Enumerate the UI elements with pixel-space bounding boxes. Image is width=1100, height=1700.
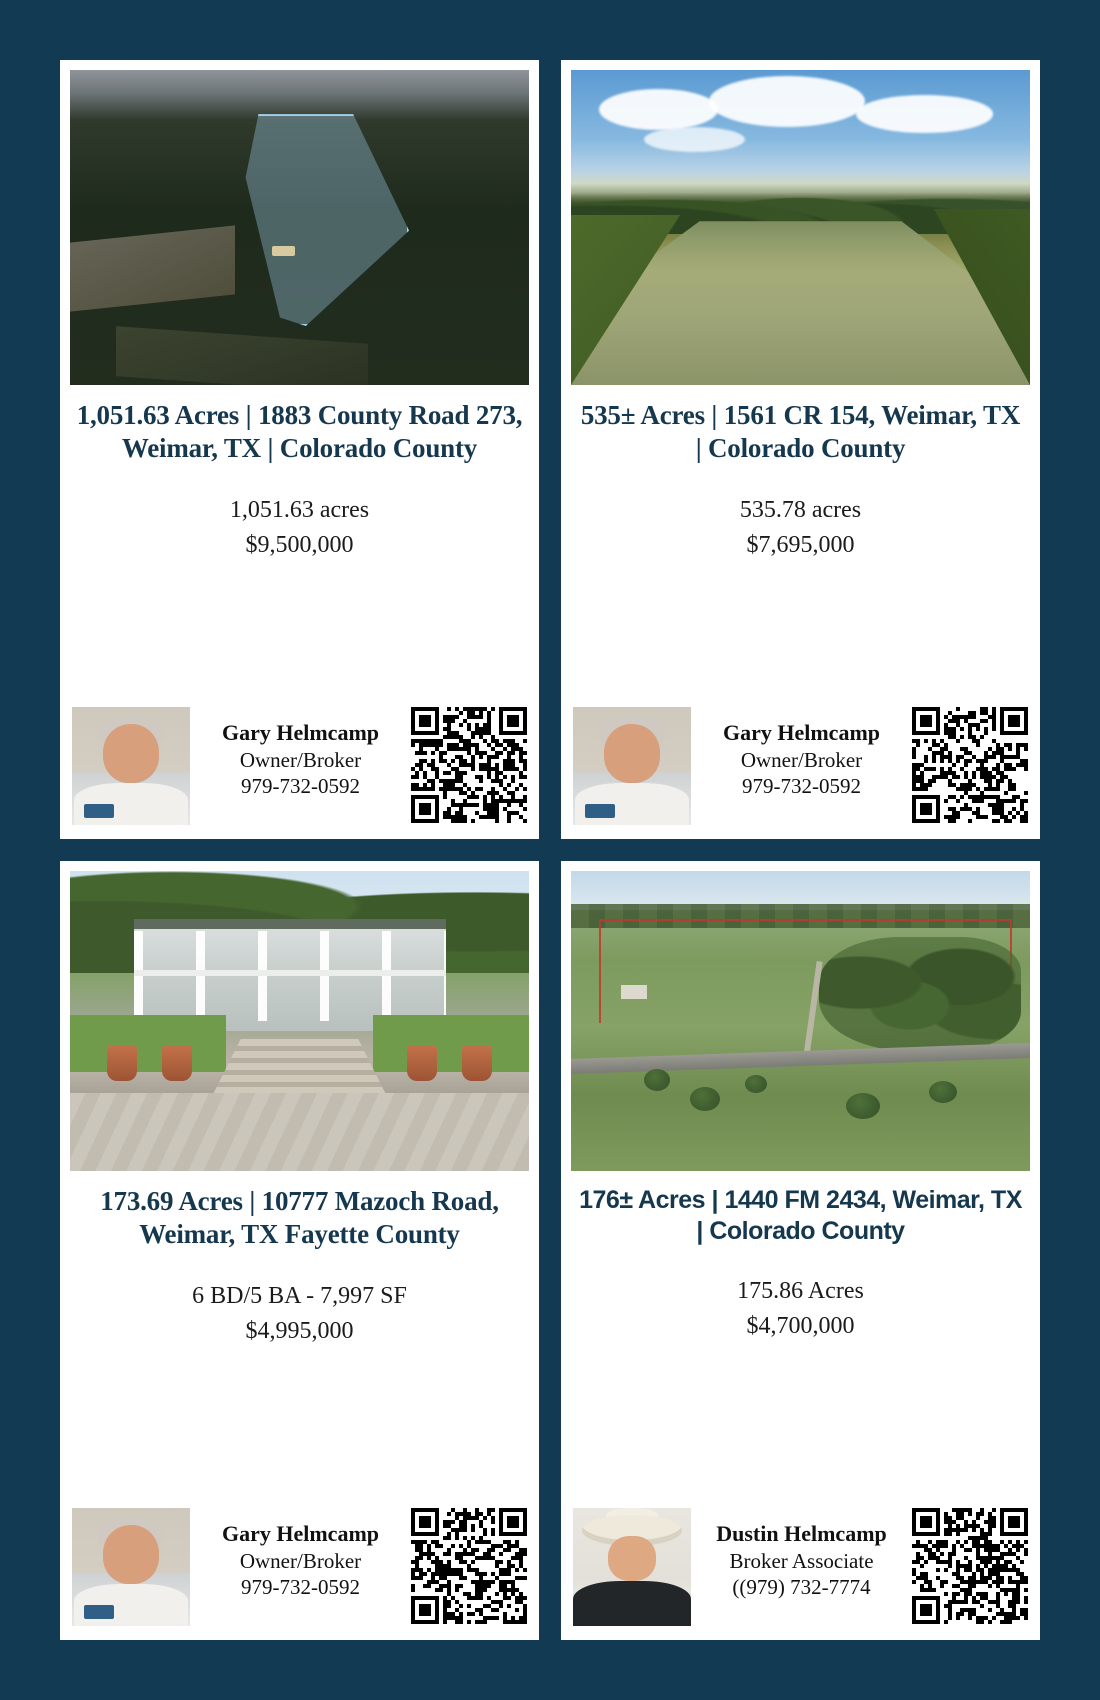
- listing-price: $4,995,000: [245, 1317, 354, 1344]
- agent-info: [200, 1508, 401, 1601]
- agent-name: Gary Helmcamp: [722, 720, 881, 745]
- listing-grid: [60, 60, 1040, 1640]
- listing-title: 176± Acres | 1440 FM 2434, Weimar, TX | Colorado County: [579, 1186, 1022, 1245]
- agent-info: [701, 1508, 902, 1601]
- listing-title: 535± Acres | 1561 CR 154, Weimar, TX | Colorado County: [580, 400, 1021, 463]
- listing-details: [70, 1279, 529, 1349]
- aerial-pasture-road-photo: [571, 871, 1030, 1171]
- card-spacer: [571, 562, 1030, 701]
- agent-phone: 979-732-0592: [742, 774, 861, 799]
- listing-card[interactable]: [60, 60, 539, 839]
- listing-title: 173.69 Acres | 10777 Mazoch Road, Weimar, TX Fayette County: [100, 1186, 499, 1249]
- listing-card[interactable]: [561, 861, 1040, 1640]
- qr-code[interactable]: [912, 1508, 1028, 1624]
- listing-details: [571, 1274, 1030, 1344]
- card-spacer: [70, 562, 529, 701]
- listing-price: $4,700,000: [746, 1312, 855, 1339]
- listing-details: [571, 493, 1030, 563]
- agent-info: [701, 707, 902, 800]
- agent-name: Gary Helmcamp: [221, 1521, 380, 1546]
- agent-role: Owner/Broker: [239, 747, 362, 772]
- agent-role: Owner/Broker: [740, 747, 863, 772]
- agent-block: [70, 707, 529, 829]
- qr-code[interactable]: [411, 1508, 527, 1624]
- aerial-tract-boundary-photo: [70, 70, 529, 385]
- agent-name: Dustin Helmcamp: [716, 1521, 887, 1546]
- agent-block: [70, 1508, 529, 1630]
- card-spacer: [571, 1344, 1030, 1502]
- listing-card[interactable]: [60, 861, 539, 1640]
- agent-phone: 979-732-0592: [241, 1575, 360, 1600]
- gary-helmcamp-headshot: [72, 1508, 190, 1626]
- agent-info: [200, 707, 401, 800]
- card-spacer: [70, 1348, 529, 1502]
- agent-phone: ((979) 732-7774: [732, 1575, 871, 1600]
- river-landscape-photo: [571, 70, 1030, 385]
- dustin-helmcamp-headshot: [573, 1508, 691, 1626]
- agent-block: [571, 1508, 1030, 1630]
- gary-helmcamp-headshot: [573, 707, 691, 825]
- qr-code[interactable]: [912, 707, 1028, 823]
- agent-role: Broker Associate: [729, 1548, 874, 1573]
- agent-phone: 979-732-0592: [241, 774, 360, 799]
- qr-code[interactable]: [411, 707, 527, 823]
- listing-detail-primary: 535.78 acres: [739, 496, 862, 523]
- listing-details: [70, 493, 529, 563]
- listing-price: $7,695,000: [746, 531, 855, 558]
- listing-card[interactable]: [561, 60, 1040, 839]
- gary-helmcamp-headshot: [72, 707, 190, 825]
- listing-price: $9,500,000: [245, 531, 354, 558]
- plantation-house-photo: [70, 871, 529, 1171]
- listing-detail-primary: 1,051.63 acres: [229, 496, 370, 523]
- agent-name: Gary Helmcamp: [221, 720, 380, 745]
- listing-detail-primary: 6 BD/5 BA - 7,997 SF: [192, 1282, 407, 1309]
- listing-detail-primary: 175.86 Acres: [737, 1278, 864, 1304]
- agent-role: Owner/Broker: [239, 1548, 362, 1573]
- listing-title: 1,051.63 Acres | 1883 County Road 273, Weimar, TX | Colorado County: [76, 400, 523, 463]
- agent-block: [571, 707, 1030, 829]
